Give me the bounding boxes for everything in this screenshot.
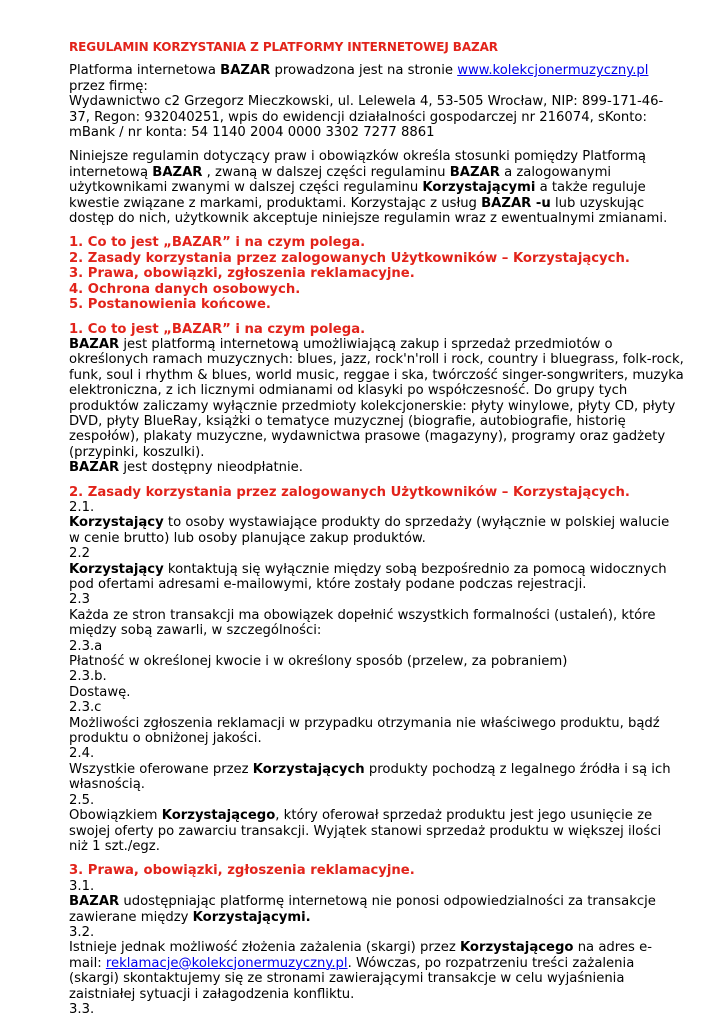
clause-text: udostępniając platformę internetową nie ponosi odpowiedzialności za transakcje zawierane między — [69, 894, 656, 925]
clause-2-4 — [69, 762, 684, 793]
toc-item-4: 4. Ochrona danych osobowych. — [69, 281, 301, 297]
section-1-body — [69, 337, 684, 460]
intro-paragraph — [69, 63, 684, 94]
clause-text: , który oferował sprzedaż produktu jest jego usunięcie ze swojej oferty po zawarciu transakcji. Wyjątek stanowi sprzedaż produktu w większej ilości niż 1 szt./egz. — [69, 808, 662, 854]
users-term: Korzystający — [69, 515, 164, 531]
preamble-text: , zwaną w dalszej części regulaminu — [202, 164, 450, 180]
clause-2-3: Każda ze stron transakcji ma obowiązek dopełnić wszystkich formalności (ustaleń), które między sobą zawarli, w szczególności: — [69, 607, 656, 639]
bazar-name: BAZAR — [69, 460, 120, 476]
clause-number: 2.3 — [69, 592, 90, 608]
toc-item-3: 3. Prawa, obowiązki, zgłoszenia reklamacyjne. — [69, 266, 415, 282]
clause-text: to osoby wystawiające produkty do sprzedaży (wyłącznie w polskiej walucie w cenie brutto) lub osoby planujące zakup produktów. — [69, 515, 670, 546]
clause-number: 2.1. — [69, 499, 95, 515]
table-of-contents — [69, 235, 684, 312]
clause-number: 2.3.c — [69, 700, 102, 716]
clause-2-1 — [69, 515, 684, 546]
clause-number: 2.3.a — [69, 638, 103, 654]
bazar-name: BAZAR -u — [481, 195, 551, 211]
users-term: Korzystającymi. — [192, 909, 311, 925]
preamble-text: lub uzyskując dostęp do nich, użytkownik akceptuje niniejsze regulamin wraz z ewentualnymi zmianami. — [69, 195, 668, 227]
preamble-text: a także reguluje kwestie związane z markami, produktami. Korzystając z usług — [69, 180, 646, 211]
clause-2-3-c: Możliwości zgłoszenia reklamacji w przypadku otrzymania nie właściwego produktu, bądź produktu o obniżonej jakości. — [69, 715, 660, 747]
section-1-text: jest dostępny nieodpłatnie. — [119, 460, 303, 476]
clause-number: 3.1. — [69, 878, 95, 894]
clause-number: 3.2. — [69, 924, 95, 940]
clause-3-2 — [69, 940, 684, 1002]
section-1-text: jest platformą internetową umożliwiającą zakup i sprzedaż przedmiotów o określonych ramach muzycznych: blues, jazz, rock'n'roll i rock, country i bluegrass, folk-rock, funk, soul i rhythm & blues, world music, reggae i ska, twórczość singer-songwriters, muzyka elektroniczna, z ich licznymi odmianami od klasyki po współczesność. Do grupy tych produktów zaliczamy wyłącznie przedmioty kolekcjonerskie: płyty winylowe, płyty CD, płyty DVD, płyty BlueRay, książki o tematyce muzycznej (biografie, autobiografie, historię zespołów), plakaty muzyczne, wydawnictwa prasowe (magazyny), programy oraz gadżety (przypinki, koszulki). — [69, 336, 684, 460]
clause-number: 3.3. — [69, 1001, 95, 1017]
toc-item-2: 2. Zasady korzystania przez zalogowanych Użytkowników – Korzystających. — [69, 250, 630, 266]
clause-number: 2.2 — [69, 546, 90, 562]
clause-2-3-b: Dostawę. — [69, 684, 131, 700]
clause-text: . Wówczas, po rozpatrzeniu treści zażalenia (skargi) skontaktujemy się ze stronami zawierającymi transakcje w celu wyjaśnienia zaistniałej sytuacji i załagodzenia konfliktu. — [69, 955, 635, 1002]
preamble-paragraph — [69, 149, 684, 226]
bazar-name: BAZAR — [152, 164, 203, 180]
section-1-note — [69, 460, 684, 475]
company-details: Wydawnictwo c2 Grzegorz Mieczkowski, ul. Lelewela 4, 53-505 Wrocław, NIP: 899-171-46-37, Regon: 932040251, wpis do ewidencji działalności gospodarczej nr 216074, sKonto: mBank / nr konta: 54 1140 2004 0000 3302 7277 8861 — [69, 94, 664, 141]
preamble-text: a zalogowanymi użytkownikami zwanymi w dalszej części regulaminu — [69, 164, 612, 196]
bazar-name: BAZAR — [69, 336, 120, 352]
intro-text: prowadzona jest na stronie — [270, 63, 458, 79]
clause-text: Obowiązkiem — [69, 808, 162, 824]
users-term: Korzystającymi — [422, 180, 536, 196]
clause-text: produkty pochodzą z legalnego źródła i są ich własnością. — [69, 761, 671, 793]
section-1-heading: 1. Co to jest „BAZAR” i na czym polega. — [69, 321, 366, 337]
users-term: Korzystający — [69, 561, 164, 577]
toc-item-1: 1. Co to jest „BAZAR” i na czym polega. — [69, 235, 366, 251]
clause-number: 2.4. — [69, 746, 95, 762]
bazar-name: BAZAR — [69, 894, 120, 910]
document-title: REGULAMIN KORZYSTANIA Z PLATFORMY INTERNETOWEJ BAZAR — [69, 40, 498, 54]
clause-3-1 — [69, 894, 684, 925]
complaints-email-link[interactable]: reklamacje@kolekcjonermuzyczny.pl — [105, 955, 348, 971]
users-term: Korzystających — [252, 761, 365, 777]
intro-text: Platforma internetowa — [69, 63, 221, 79]
users-term: Korzystającego — [459, 940, 574, 956]
bazar-name: BAZAR — [449, 164, 500, 180]
clause-text: na adres e-mail: — [69, 940, 652, 971]
clause-2-3-a: Płatność w określonej kwocie i w określony sposób (przelew, za pobraniem) — [69, 654, 568, 670]
users-term: Korzystającego — [161, 808, 276, 824]
clause-text: Wszystkie oferowane przez — [69, 761, 253, 777]
section-2-heading: 2. Zasady korzystania przez zalogowanych Użytkowników – Korzystających. — [69, 484, 630, 500]
clause-2-2 — [69, 562, 684, 593]
section-3-heading: 3. Prawa, obowiązki, zgłoszenia reklamacyjne. — [69, 863, 415, 879]
bazar-name: BAZAR — [220, 63, 271, 79]
clause-number: 2.3.b. — [69, 669, 107, 685]
preamble-text: Niniejsze regulamin dotyczący praw i obowiązków określa stosunki pomiędzy Platformą internetową — [69, 149, 646, 180]
intro-text: przez firmę: — [69, 78, 148, 94]
clause-number: 2.5. — [69, 792, 95, 808]
toc-item-5: 5. Postanowienia końcowe. — [69, 297, 271, 313]
website-link[interactable]: www.kolekcjonermuzyczny.pl — [457, 63, 649, 79]
clause-2-5 — [69, 808, 684, 854]
clause-text: kontaktują się wyłącznie między sobą bezpośrednio za pomocą widocznych pod ofertami adresami e-mailowymi, które zostały podane podczas rejestracji. — [69, 561, 667, 592]
clause-text: Istnieje jednak możliwość złożenia zażalenia (skargi) przez — [69, 940, 460, 956]
